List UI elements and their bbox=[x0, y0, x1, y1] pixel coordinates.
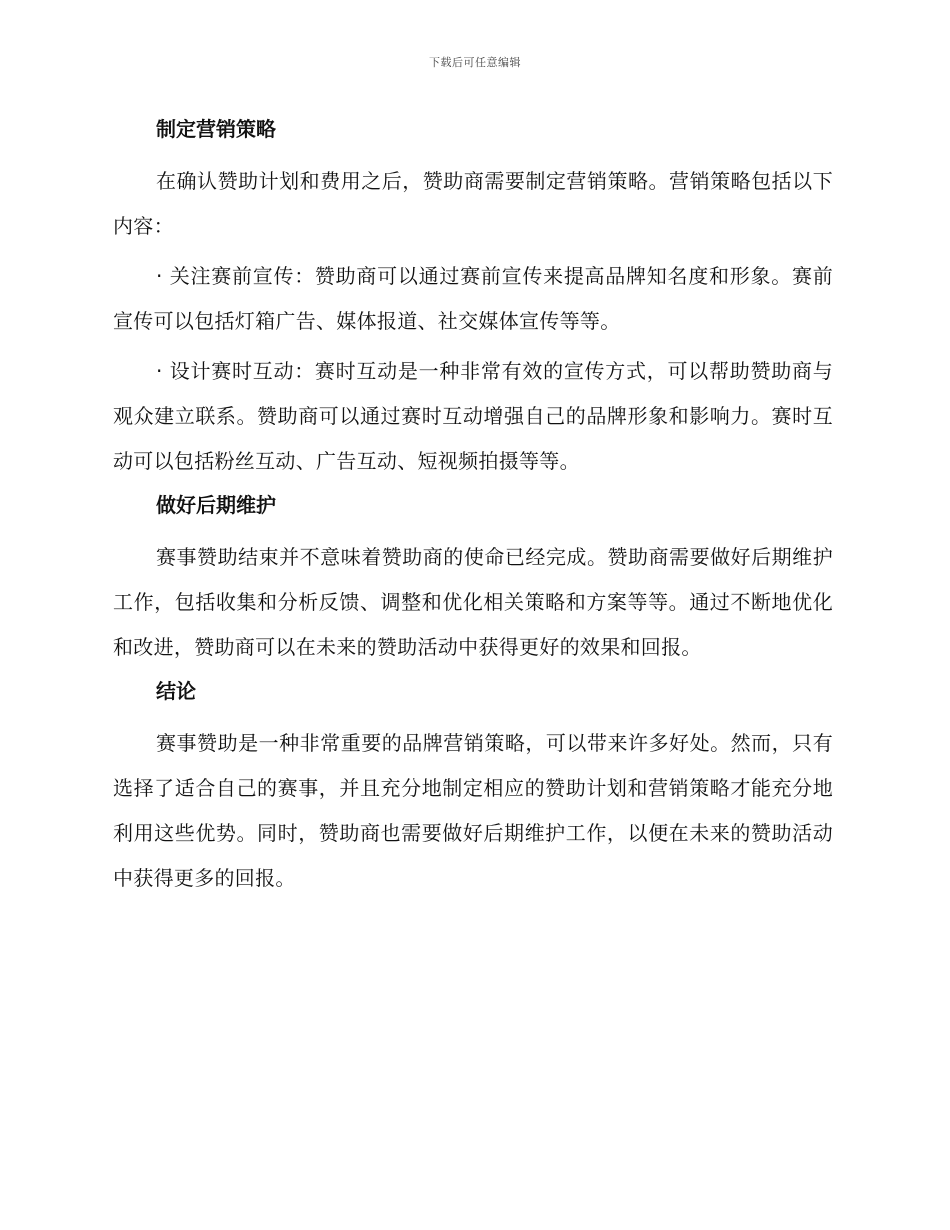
section-heading-marketing-strategy: 制定营销策略 bbox=[156, 117, 276, 141]
section-heading-maintenance: 做好后期维护 bbox=[156, 493, 276, 517]
header-note: 下载后可任意编辑 bbox=[429, 56, 521, 69]
document-body bbox=[113, 113, 833, 906]
paragraph-maintenance: 赛事赞助结束并不意味着赞助商的使命已经完成。赞助商需要做好后期维护工作，包括收集和分析反馈、调整和优化相关策略和方案等等。通过不断地优化和改进，赞助商可以在未来的赞助活动中获得更好的效果和回报。 bbox=[113, 545, 833, 659]
paragraph-marketing-intro: 在确认赞助计划和费用之后，赞助商需要制定营销策略。营销策略包括以下内容： bbox=[113, 169, 833, 238]
section-heading-conclusion: 结论 bbox=[156, 679, 196, 703]
paragraph-conclusion: 赛事赞助是一种非常重要的品牌营销策略，可以带来许多好处。然而，只有选择了适合自己的赛事，并且充分地制定相应的赞助计划和营销策略才能充分地利用这些优势。同时，赞助商也需要做好后期维护工作，以便在未来的赞助活动中获得更多的回报。 bbox=[113, 731, 833, 890]
paragraph-pre-event-promotion: · 关注赛前宣传：赞助商可以通过赛前宣传来提高品牌知名度和形象。赛前宣传可以包括灯箱广告、媒体报道、社交媒体宣传等等。 bbox=[113, 264, 833, 333]
paragraph-in-event-interaction: · 设计赛时互动：赛时互动是一种非常有效的宣传方式，可以帮助赞助商与观众建立联系。赞助商可以通过赛时互动增强自己的品牌形象和影响力。赛时互动可以包括粉丝互动、广告互动、短视频拍摄等等。 bbox=[113, 359, 833, 473]
